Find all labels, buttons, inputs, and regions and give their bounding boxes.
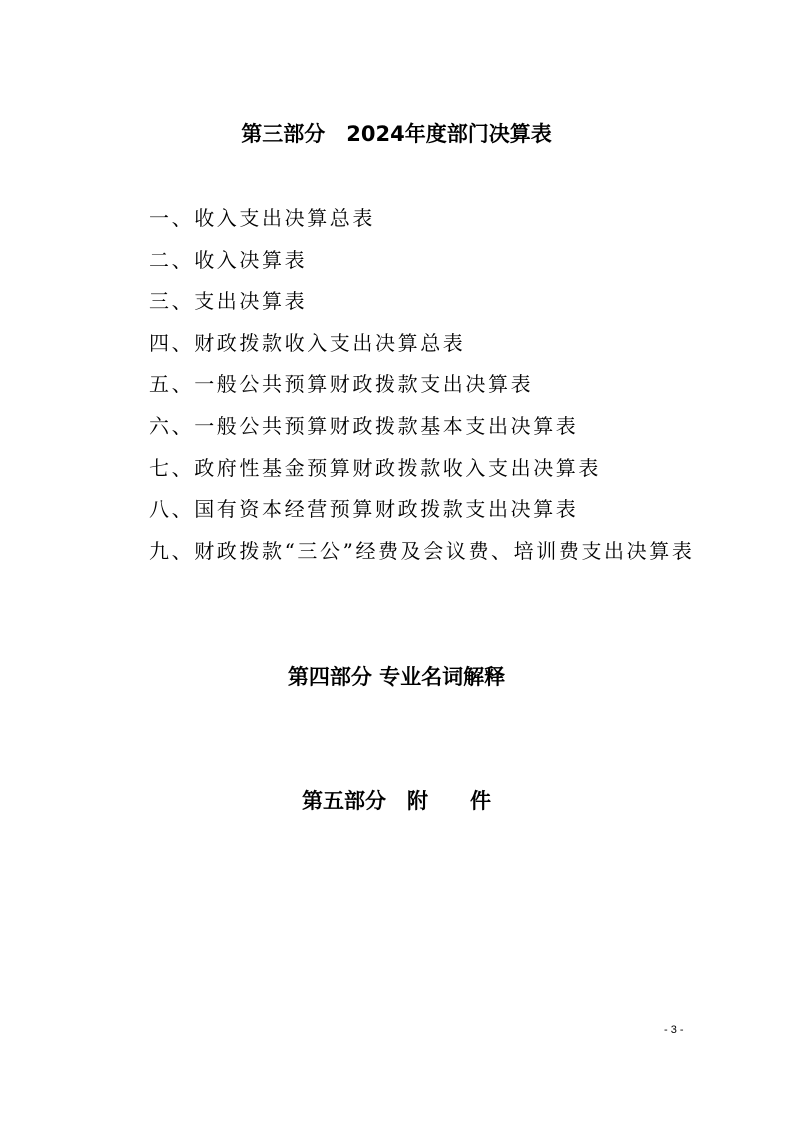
list-item: 七、政府性基金预算财政拨款收入支出决算表 bbox=[149, 455, 601, 480]
page-number: - 3 - bbox=[664, 1024, 684, 1036]
part3-table-list bbox=[149, 202, 694, 576]
part3-heading: 第三部分 2024年度部门决算表 bbox=[241, 122, 552, 146]
part5-heading: 第五部分 附 件 bbox=[302, 789, 491, 813]
list-item: 六、一般公共预算财政拨款基本支出决算表 bbox=[149, 413, 579, 438]
list-item: 五、一般公共预算财政拨款支出决算表 bbox=[149, 372, 534, 397]
list-item: 九、财政拨款“三公”经费及会议费、培训费支出决算表 bbox=[149, 538, 695, 563]
list-item: 八、国有资本经营预算财政拨款支出决算表 bbox=[149, 497, 579, 522]
list-item: 一、收入支出决算总表 bbox=[149, 206, 375, 230]
list-item: 三、支出决算表 bbox=[149, 289, 308, 314]
list-item: 二、收入决算表 bbox=[149, 247, 308, 272]
part4-heading: 第四部分 专业名词解释 bbox=[287, 665, 506, 689]
list-item: 四、财政拨款收入支出决算总表 bbox=[149, 330, 466, 355]
